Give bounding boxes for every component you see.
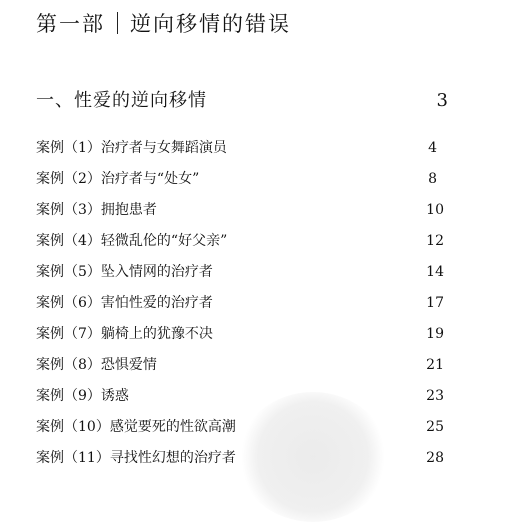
toc-entry — [36, 199, 456, 230]
toc-entry-label: 案例（5）坠入情网的治疗者 — [36, 264, 213, 280]
part-heading — [36, 8, 291, 38]
toc-entry-page: 21 — [426, 357, 444, 373]
chapter-heading — [36, 86, 448, 112]
toc-entry-label: 案例（8）恐惧爱情 — [36, 357, 157, 373]
chapter-page-number: 3 — [436, 90, 448, 111]
toc-entry-label: 案例（3）拥抱患者 — [36, 202, 157, 218]
toc-entry — [36, 323, 456, 354]
toc-entry-label: 案例（11）寻找性幻想的治疗者 — [36, 450, 236, 466]
toc-entry-label: 案例（2）治疗者与“处女” — [36, 171, 200, 187]
toc-entry-list — [36, 137, 456, 478]
toc-entry-page: 8 — [428, 171, 437, 187]
toc-entry-page: 25 — [426, 419, 444, 435]
toc-entry — [36, 230, 456, 261]
toc-entry — [36, 292, 456, 323]
toc-entry — [36, 416, 456, 447]
toc-entry — [36, 447, 456, 478]
toc-entry-label: 案例（10）感觉要死的性欲高潮 — [36, 419, 236, 435]
toc-entry-page: 28 — [426, 450, 444, 466]
toc-entry-label: 案例（1）治疗者与女舞蹈演员 — [36, 140, 227, 156]
toc-entry — [36, 137, 456, 168]
toc-entry-page: 17 — [426, 295, 444, 311]
toc-entry-page: 23 — [426, 388, 444, 404]
toc-entry-page: 19 — [426, 326, 444, 342]
toc-entry-label: 案例（6）害怕性爱的治疗者 — [36, 295, 213, 311]
toc-entry — [36, 385, 456, 416]
toc-entry — [36, 354, 456, 385]
toc-entry — [36, 261, 456, 292]
part-label: 第一部 — [36, 12, 105, 36]
toc-entry — [36, 168, 456, 199]
toc-entry-page: 10 — [426, 202, 444, 218]
toc-entry-label: 案例（4）轻微乱伦的“好父亲” — [36, 233, 228, 249]
toc-entry-page: 12 — [426, 233, 444, 249]
toc-entry-label: 案例（9）诱惑 — [36, 388, 129, 404]
toc-entry-page: 4 — [428, 140, 437, 156]
chapter-title: 一、性爱的逆向移情 — [36, 90, 207, 111]
toc-entry-label: 案例（7）躺椅上的犹豫不决 — [36, 326, 213, 342]
part-title: 逆向移情的错误 — [130, 12, 291, 36]
title-divider — [117, 12, 118, 34]
toc-entry-page: 14 — [426, 264, 444, 280]
